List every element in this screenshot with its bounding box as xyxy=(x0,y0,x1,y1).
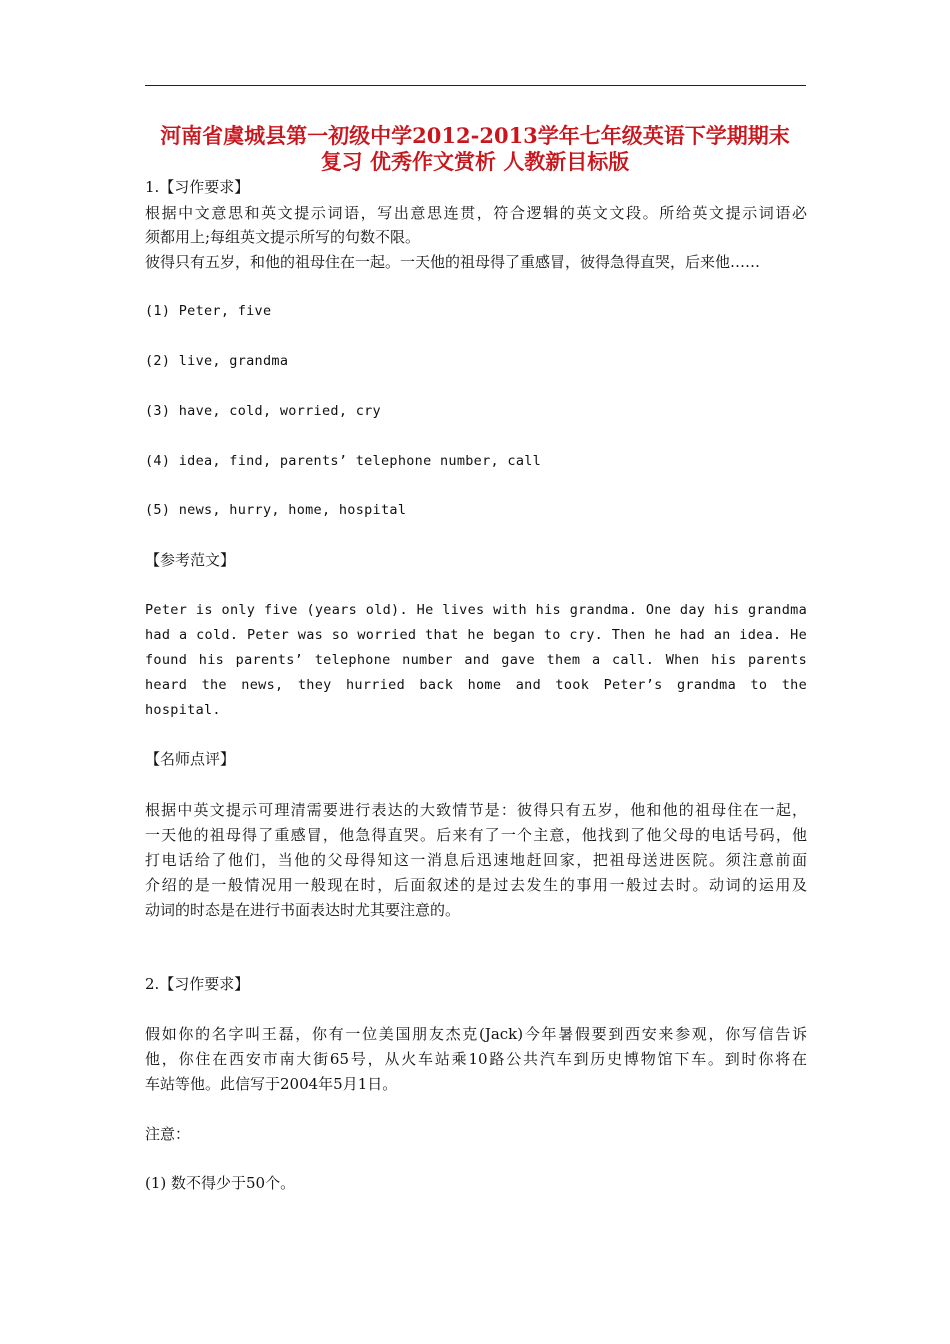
header-rule xyxy=(145,85,806,86)
prompt-item: (5) news, hurry, home, hospital xyxy=(145,502,407,518)
task-line: 他，你住在西安市南大街65号，从火车站乘10路公共汽车到历史博物馆下车。到时你将在 xyxy=(145,1050,807,1068)
reference-header: 【参考范文】 xyxy=(145,551,236,569)
reference-line: hospital. xyxy=(145,702,221,718)
story-prompt: 彼得只有五岁，和他的祖母住在一起。一天他的祖母得了重感冒，彼得急得直哭，后来他…… xyxy=(145,253,761,271)
prompt-item: (4) idea, find, parents’ telephone number, call xyxy=(145,453,542,469)
requirement-line: 须都用上;每组英文提示所写的句数不限。 xyxy=(145,228,421,246)
prompt-item: (1) Peter, five xyxy=(145,303,272,319)
comment-line: 根据中英文提示可理清需要进行表达的大致情节是：彼得只有五岁，他和他的祖母住在一起， xyxy=(145,801,807,819)
prompt-item: (2) live, grandma xyxy=(145,353,289,369)
task-line: 车站等他。此信写于2004年5月1日。 xyxy=(145,1075,398,1093)
requirement-line: 根据中文意思和英文提示词语，写出意思连贯，符合逻辑的英文文段。所给英文提示词语必 xyxy=(145,204,807,222)
reference-line: Peter is only five (years old). He lives with his grandma. One day his grandma xyxy=(145,602,807,618)
section-2-header: 2.【习作要求】 xyxy=(145,975,250,993)
comment-line: 动词的时态是在进行书面表达时尤其要注意的。 xyxy=(145,901,461,919)
comment-line: 一天他的祖母得了重感冒，他急得直哭。后来有了一个主意，他找到了他父母的电话号码，他 xyxy=(145,826,807,844)
comment-line: 介绍的是一般情况用一般现在时，后面叙述的是过去发生的事用一般过去时。动词的运用及 xyxy=(145,876,807,894)
section-1-header: 1.【习作要求】 xyxy=(145,178,250,196)
reference-line: had a cold. Peter was so worried that he began to cry. Then he had an idea. He xyxy=(145,627,807,643)
comment-header: 【名师点评】 xyxy=(145,750,236,768)
note-label: 注意： xyxy=(145,1125,191,1143)
task-line: 假如你的名字叫王磊，你有一位美国朋友杰克(Jack)今年暑假要到西安来参观，你写信告诉 xyxy=(145,1025,807,1043)
prompt-item: (3) have, cold, worried, cry xyxy=(145,403,381,419)
note-item: (1) 数不得少于50个。 xyxy=(145,1174,296,1192)
reference-line: found his parents’ telephone number and gave them a call. When his parents xyxy=(145,652,807,668)
comment-line: 打电话给了他们，当他的父母得知这一消息后迅速地赶回家，把祖母送进医院。须注意前面 xyxy=(145,851,807,869)
document-title-line-2: 复习 优秀作文赏析 人教新目标版 xyxy=(320,149,630,174)
document-title-line-1: 河南省虞城县第一初级中学2012-2013学年七年级英语下学期期末 xyxy=(160,123,790,148)
reference-line: heard the news, they hurried back home and took Peter’s grandma to the xyxy=(145,677,807,693)
